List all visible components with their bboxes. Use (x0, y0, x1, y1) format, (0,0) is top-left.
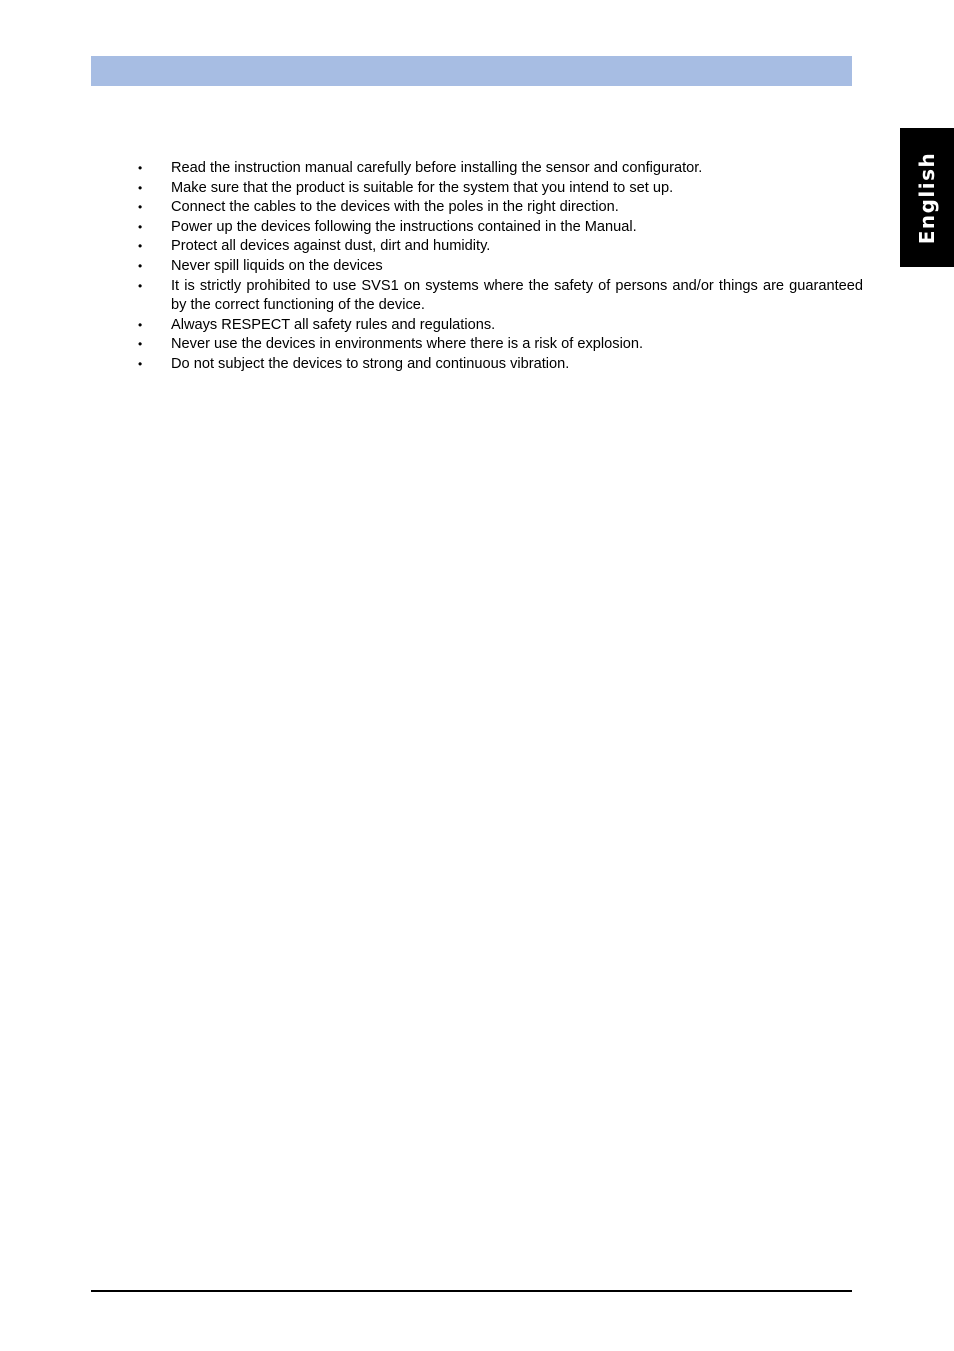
list-item-text: Never use the devices in environments where there is a risk of explosion. (171, 336, 644, 353)
bullet-icon: • (138, 317, 143, 332)
safety-instructions-list (138, 159, 863, 375)
list-item (138, 277, 863, 316)
list-item (138, 257, 863, 277)
list-item (138, 316, 863, 336)
language-tab-label: English (915, 151, 939, 244)
language-tab (900, 128, 954, 267)
list-item (138, 198, 863, 218)
list-item-text: Protect all devices against dust, dirt and humidity. (171, 238, 491, 255)
bullet-icon: • (138, 258, 143, 273)
list-item (138, 335, 863, 355)
bullet-icon: • (138, 161, 143, 175)
bullet-icon: • (138, 219, 143, 234)
bullet-icon: • (138, 239, 143, 254)
list-item-text: Power up the devices following the instructions contained in the Manual. (171, 218, 637, 235)
list-item-text: Connect the cables to the devices with the poles in the right direction. (171, 199, 619, 216)
list-item-text: It is strictly prohibited to use SVS1 on systems where the safety of persons and/or things are guaranteed by the correct functioning of the device. (171, 277, 863, 314)
list-item-text: Do not subject the devices to strong and continuous vibration. (171, 355, 570, 372)
list-item-text: Always RESPECT all safety rules and regulations. (171, 316, 496, 333)
bullet-icon: • (138, 337, 143, 352)
list-item-text: Make sure that the product is suitable for the system that you intend to set up. (171, 179, 674, 196)
bullet-icon: • (138, 356, 143, 371)
list-item-text: Read the instruction manual carefully before installing the sensor and configurator. (171, 160, 703, 176)
list-item (138, 355, 863, 375)
list-item (138, 218, 863, 238)
list-item (138, 159, 863, 179)
list-item (138, 179, 863, 199)
bullet-icon: • (138, 200, 143, 215)
bullet-icon: • (138, 278, 143, 293)
footer-divider (91, 1290, 852, 1292)
list-item (138, 237, 863, 257)
bullet-icon: • (138, 180, 143, 195)
header-band (91, 56, 852, 86)
list-item-text: Never spill liquids on the devices (171, 257, 383, 274)
